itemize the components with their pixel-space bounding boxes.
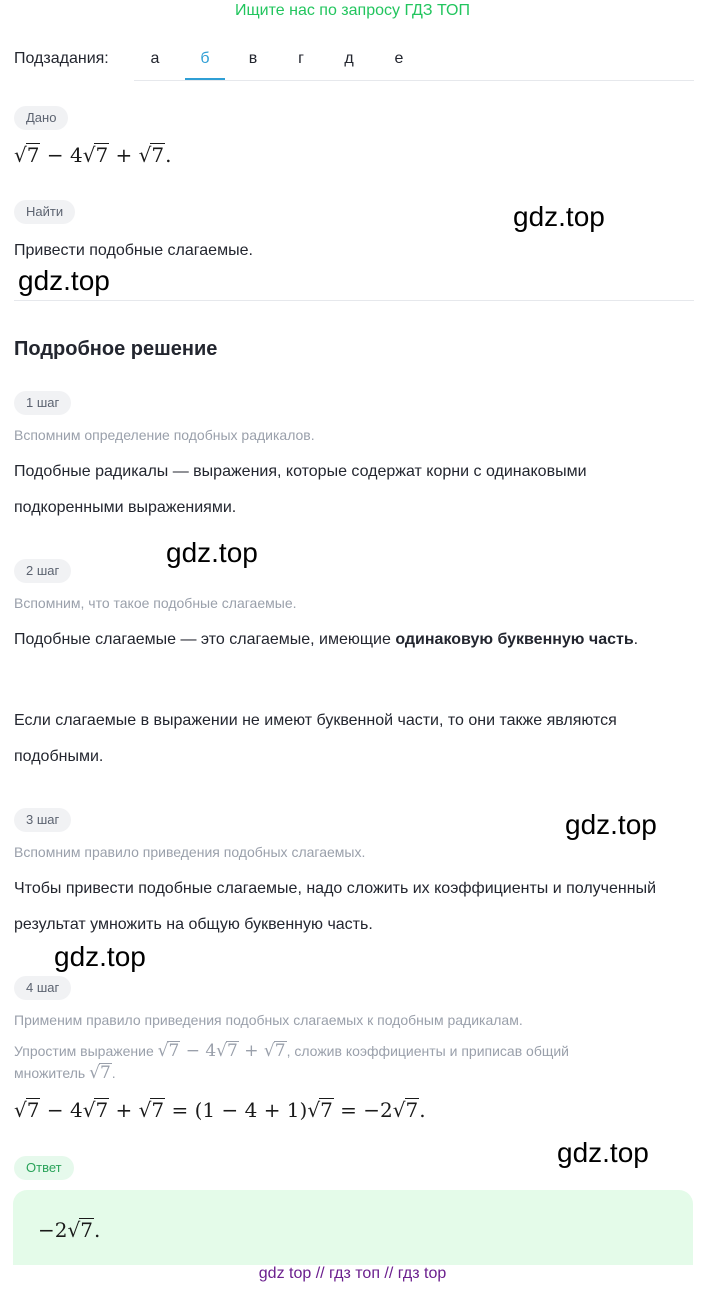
tab-v[interactable]: в (248, 50, 258, 67)
given-expression: √7 − 4√7 + √7. (14, 143, 172, 167)
subtasks-label: Подзадания: (14, 50, 109, 67)
watermark: gdz.top (54, 941, 146, 972)
step-2-text (14, 622, 694, 658)
watermark: gdz.top (557, 1137, 649, 1168)
step-2-text-2: Если слагаемые в выражении не имеют буквенной части, то они также являются подобными. (14, 712, 617, 765)
solution-title: Подробное решение (14, 338, 218, 360)
step-2-text-after: . (633, 631, 639, 648)
step-4-inline-expression: √7 − 4√7 + √7 (157, 1041, 286, 1061)
active-tab-underline (185, 78, 225, 80)
section-divider (14, 300, 694, 301)
step-4-hint-2-end: . (111, 1065, 116, 1081)
step-4-hint-2-mid: , сложив коэффициенты и приписав общий (286, 1043, 569, 1059)
subtasks-bar (14, 50, 109, 68)
tab-a[interactable]: а (150, 50, 160, 67)
tab-d[interactable]: д (344, 50, 354, 67)
step-2-text-before: Подобные слагаемые — это слагаемые, имеющие (14, 631, 396, 648)
step-3-hint: Вспомним правило приведения подобных слагаемых. (14, 844, 366, 860)
step-1-hint: Вспомним определение подобных радикалов. (14, 427, 315, 443)
watermark: gdz.top (513, 201, 605, 232)
step-2-pill: 2 шаг (14, 559, 71, 583)
step-4-hint-2-before: Упростим выражение (14, 1043, 154, 1059)
step-4-result: √7 − 4√7 + √7 = (1 − 4 + 1)√7 = −2√7. (14, 1098, 426, 1122)
find-text: Привести подобные слагаемые. (14, 242, 253, 259)
given-pill: Дано (14, 106, 68, 130)
tabs-divider (134, 80, 694, 81)
step-4-hint-2 (14, 1040, 694, 1084)
step-3-pill: 3 шаг (14, 808, 71, 832)
search-banner: Ищите нас по запросу ГДЗ ТОП (235, 2, 470, 19)
watermark: gdz.top (565, 809, 657, 840)
tab-e[interactable]: е (394, 50, 404, 67)
step-4-pill: 4 шаг (14, 976, 71, 1000)
step-4-inline-factor: √7 (89, 1063, 111, 1083)
step-4-hint: Применим правило приведения подобных слагаемых к подобным радикалам. (14, 1012, 523, 1028)
answer-pill: Ответ (14, 1156, 74, 1180)
answer-value: −2√7. (38, 1218, 101, 1242)
find-pill: Найти (14, 200, 75, 224)
watermark: gdz.top (166, 537, 258, 568)
watermark: gdz.top (18, 265, 110, 296)
tab-g[interactable]: г (298, 50, 304, 67)
step-3-text: Чтобы привести подобные слагаемые, надо сложить их коэффициенты и полученный результат умножить на общую буквенную часть. (14, 880, 657, 933)
step-2-hint: Вспомним, что такое подобные слагаемые. (14, 595, 297, 611)
tab-b[interactable]: б (200, 50, 210, 67)
step-1-text: Подобные радикалы — выражения, которые содержат корни с одинаковыми подкоренными выражениями. (14, 463, 587, 516)
step-4-hint-2-line2: множитель (14, 1065, 86, 1081)
footer-links[interactable]: gdz top // гдз топ // гдз top (258, 1265, 447, 1282)
answer-box (13, 1190, 693, 1265)
step-1-pill: 1 шаг (14, 391, 71, 415)
step-2-text-bold: одинаковую буквенную часть (395, 631, 634, 648)
